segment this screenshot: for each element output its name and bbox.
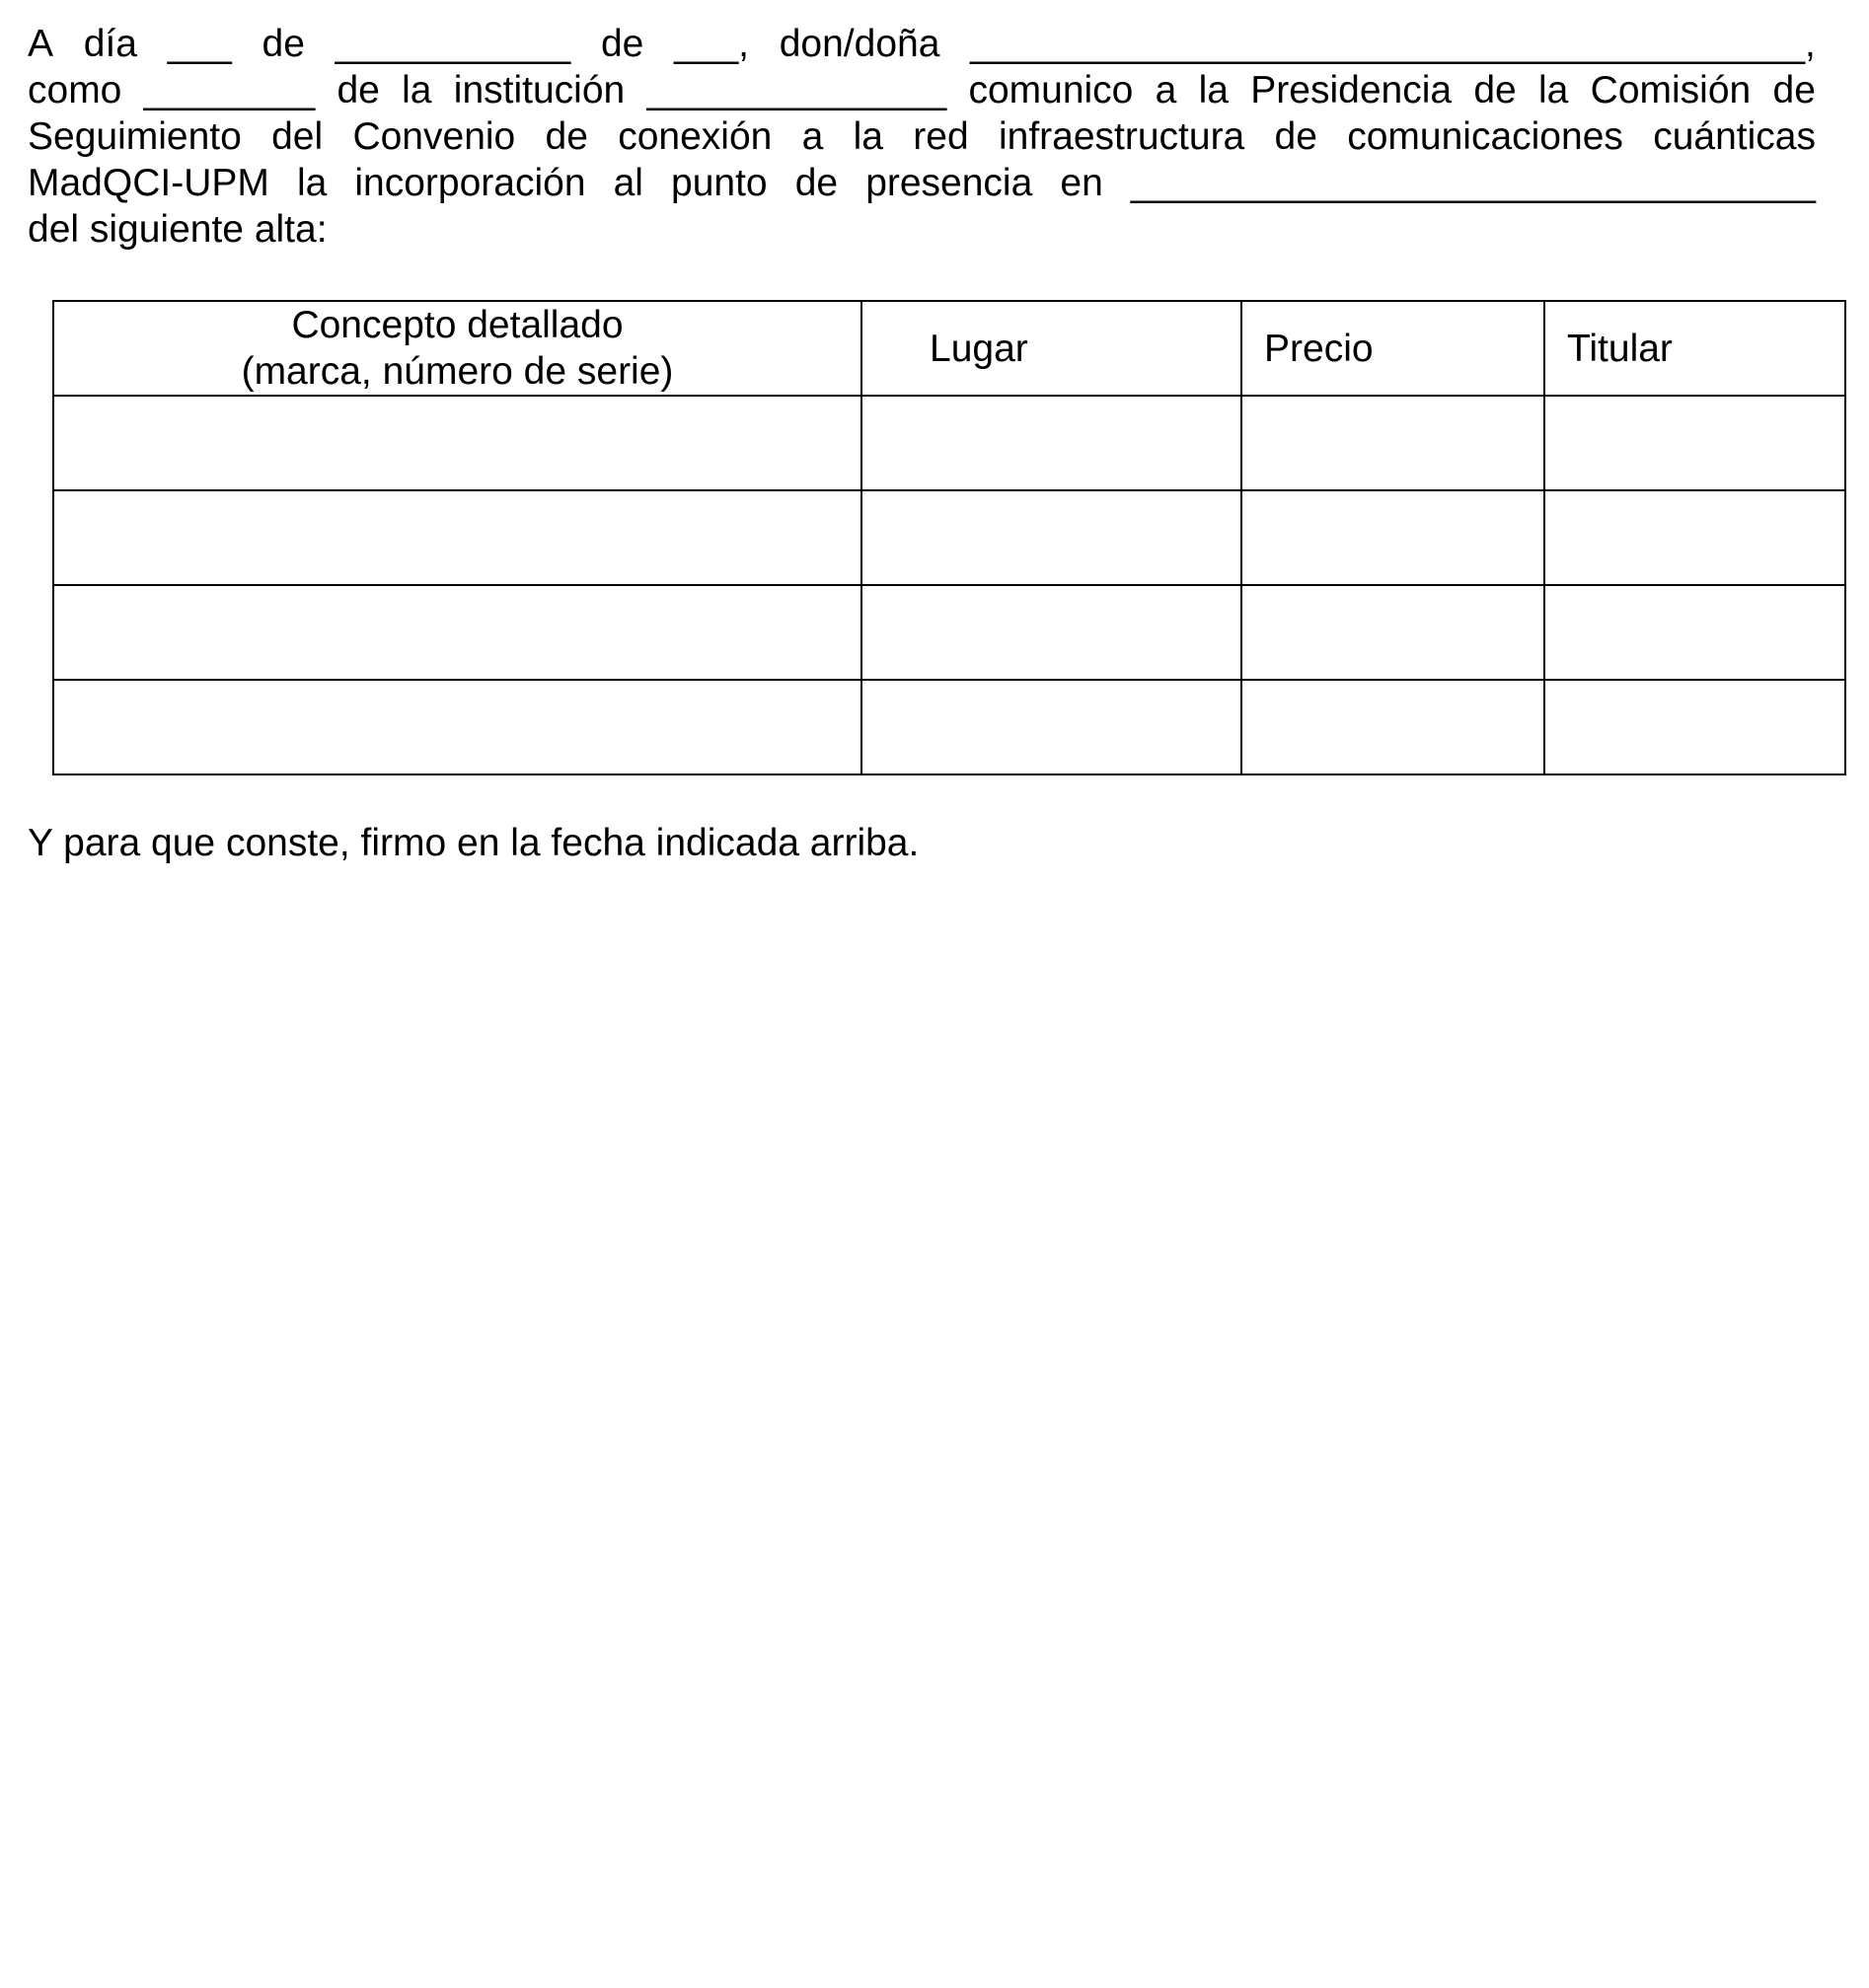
table-row — [53, 396, 1845, 490]
table-header-row — [53, 301, 1845, 396]
cell-lugar[interactable] — [861, 680, 1241, 774]
table-row — [53, 680, 1845, 774]
declaration-last-line: del siguiente alta: — [28, 208, 328, 251]
word: en — [1060, 162, 1103, 204]
declaration-paragraph — [28, 21, 1816, 253]
declaration-line-1 — [28, 21, 1816, 67]
cell-concepto[interactable] — [53, 585, 861, 680]
declaration-line-3 — [28, 113, 1816, 160]
word: de — [1274, 115, 1317, 158]
blank-name: _______________________________________, — [970, 23, 1816, 65]
word: comunicaciones — [1347, 115, 1623, 158]
word: como — [28, 69, 122, 111]
word: incorporación — [354, 162, 586, 204]
word: red — [913, 115, 969, 158]
cell-concepto[interactable] — [53, 396, 861, 490]
word: día — [83, 23, 137, 65]
blank-location: ________________________________ — [1130, 162, 1816, 204]
header-concepto-line-2: (marca, número de serie) — [241, 350, 674, 393]
cell-precio[interactable] — [1241, 585, 1544, 680]
table-row — [53, 585, 1845, 680]
declaration-line-2 — [28, 67, 1816, 113]
cell-concepto[interactable] — [53, 680, 861, 774]
cell-titular[interactable] — [1544, 490, 1845, 585]
table-row — [53, 490, 1845, 585]
word: A — [28, 23, 54, 65]
cell-lugar[interactable] — [861, 490, 1241, 585]
word: al — [613, 162, 643, 204]
word: a — [1155, 69, 1177, 111]
blank-institution: ______________ — [646, 69, 947, 111]
blank-year: ___, — [674, 23, 749, 65]
word: del — [271, 115, 324, 158]
declaration-line-4 — [28, 160, 1816, 206]
word: de — [1473, 69, 1517, 111]
header-precio: Precio — [1241, 301, 1544, 396]
word: Presidencia — [1250, 69, 1453, 111]
blank-day: ___ — [167, 23, 232, 65]
blank-month: ___________ — [335, 23, 571, 65]
cell-precio[interactable] — [1241, 396, 1544, 490]
word: MadQCI-UPM — [28, 162, 269, 204]
cell-titular[interactable] — [1544, 396, 1845, 490]
cell-precio[interactable] — [1241, 490, 1544, 585]
word: comunico — [968, 69, 1134, 111]
word: la — [853, 115, 883, 158]
word: presencia — [865, 162, 1033, 204]
word: punto — [671, 162, 768, 204]
word: institución — [453, 69, 626, 111]
word: de — [600, 23, 644, 65]
word: de — [1772, 69, 1816, 111]
header-concepto-line-1: Concepto detallado — [291, 304, 624, 346]
header-lugar: Lugar — [861, 301, 1241, 396]
cell-lugar[interactable] — [861, 585, 1241, 680]
word: la — [1538, 69, 1569, 111]
equipment-table — [52, 300, 1846, 775]
cell-titular[interactable] — [1544, 680, 1845, 774]
word: cuánticas — [1653, 115, 1816, 158]
cell-titular[interactable] — [1544, 585, 1845, 680]
word: la — [296, 162, 328, 204]
cell-concepto[interactable] — [53, 490, 861, 585]
word: a — [801, 115, 824, 158]
blank-role: ________ — [143, 69, 316, 111]
word: conexión — [618, 115, 773, 158]
declaration-line-5 — [28, 206, 1816, 253]
word: infraestructura — [998, 115, 1245, 158]
word: la — [402, 69, 432, 111]
word: de — [262, 23, 305, 65]
header-concepto — [53, 301, 861, 396]
closing-statement: Y para que conste, firmo en la fecha indicada arriba. — [28, 822, 920, 864]
word: Comisión — [1590, 69, 1752, 111]
word: de — [545, 115, 588, 158]
cell-precio[interactable] — [1241, 680, 1544, 774]
word: de — [794, 162, 839, 204]
word: Seguimiento — [28, 115, 242, 158]
word: don/doña — [779, 23, 940, 65]
word: Convenio — [352, 115, 516, 158]
header-titular: Titular — [1544, 301, 1845, 396]
word: de — [336, 69, 380, 111]
word: la — [1198, 69, 1229, 111]
cell-lugar[interactable] — [861, 396, 1241, 490]
